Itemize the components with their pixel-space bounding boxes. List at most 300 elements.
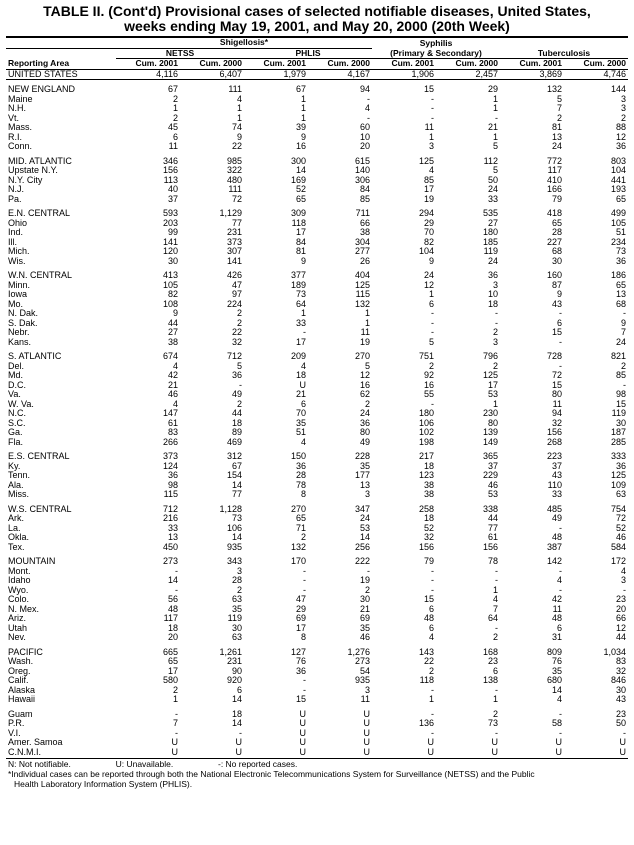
value-cell: 160 [546, 270, 562, 280]
value-cell: 9 [556, 289, 562, 299]
value-cell: - [495, 622, 498, 633]
reporting-area-cell: Upstate N.Y. [8, 165, 58, 175]
value-cell: 52 [295, 184, 306, 194]
phlis-header: PHLIS [244, 48, 372, 59]
value-cell: 1 [428, 131, 434, 142]
value-cell: 49 [359, 436, 370, 447]
value-cell: 1,979 [244, 69, 308, 80]
value-cell: U [299, 708, 306, 719]
value-cell: 56 [167, 594, 178, 604]
value-cell: - [431, 565, 434, 576]
value-cell: 4 [236, 93, 242, 104]
value-cell: 141 [226, 255, 242, 266]
value-cell: U [171, 737, 178, 747]
value-cell: 2,457 [436, 69, 500, 80]
value-cell: 35 [359, 622, 370, 633]
value-cell: 92 [423, 370, 434, 380]
value-cell: 230 [482, 408, 498, 418]
reporting-area-cell: N. Dak. [8, 308, 39, 318]
value-cell: 7 [172, 718, 178, 728]
value-cell: 935 [354, 675, 370, 685]
value-cell: 2 [428, 360, 434, 371]
table-row [6, 686, 628, 696]
value-cell: 270 [290, 503, 306, 514]
reporting-area-cell: Md. [8, 370, 24, 380]
table-row [6, 729, 628, 739]
footnote-asterisk: *Individual cases can be reported through both the National Electronic Telecommunications System for Surveillance (NETSS) and the Public [8, 769, 535, 779]
value-cell: 1 [364, 308, 370, 318]
value-cell: 72 [615, 513, 626, 523]
value-cell: 143 [418, 646, 434, 657]
value-cell: 83 [615, 656, 626, 666]
value-cell: 66 [615, 613, 626, 623]
value-cell: 149 [482, 436, 498, 447]
table-row [6, 257, 628, 267]
region-row [6, 157, 628, 167]
value-cell: 3 [492, 336, 498, 347]
value-cell: 111 [228, 84, 242, 94]
value-cell: 441 [610, 174, 626, 185]
value-cell: 11 [552, 603, 562, 614]
table-row [6, 614, 628, 624]
reporting-area-header: Reporting Area [6, 59, 116, 70]
table-row [6, 390, 628, 400]
value-cell: 9 [300, 255, 306, 266]
table-row [6, 514, 628, 524]
value-cell: 115 [355, 289, 370, 299]
footnote-asterisk-cont: Health Laboratory Information System (PHLIS). [14, 779, 193, 789]
value-cell: 4 [556, 694, 562, 704]
value-cell: 24 [359, 513, 370, 523]
value-cell: 712 [162, 503, 178, 514]
value-cell: 4 [492, 594, 498, 604]
value-cell: 127 [290, 646, 306, 657]
value-cell: 5 [556, 93, 562, 104]
footnotes [6, 758, 628, 789]
value-cell: 123 [418, 470, 434, 480]
value-cell: U [363, 746, 370, 757]
value-cell: 29 [423, 217, 434, 228]
value-cell: 37 [167, 193, 178, 204]
value-cell: 70 [423, 227, 434, 237]
region-row [6, 271, 628, 281]
table-row [6, 185, 628, 195]
value-cell: 85 [359, 193, 370, 204]
table-title [6, 4, 628, 34]
value-cell: 258 [418, 503, 434, 514]
value-cell: 125 [354, 279, 370, 290]
value-cell: 14 [359, 532, 370, 542]
value-cell: 40 [167, 184, 178, 194]
reporting-area-cell: Wash. [8, 656, 34, 666]
value-cell: 4 [428, 632, 434, 642]
value-cell: 55 [423, 389, 434, 399]
reporting-area-cell: Va. [8, 389, 21, 399]
value-cell: 94 [551, 408, 562, 418]
reporting-area-cell: Utah [8, 622, 28, 633]
value-cell: 54 [359, 665, 370, 676]
value-cell: 136 [418, 718, 434, 728]
reporting-area-cell: Mont. [8, 565, 31, 576]
column-header-row [6, 59, 628, 70]
value-cell: 665 [162, 646, 178, 657]
value-cell: 35 [359, 460, 370, 471]
value-cell: 373 [162, 451, 178, 461]
value-cell: 24 [551, 141, 562, 151]
region-row [6, 710, 628, 720]
value-cell: 285 [610, 436, 626, 447]
table-row [6, 428, 628, 438]
value-cell: 52 [615, 522, 626, 533]
value-cell: 3 [620, 575, 626, 585]
reporting-area-cell: Kans. [8, 336, 32, 347]
value-cell: 53 [359, 522, 370, 533]
value-cell: 69 [359, 613, 370, 623]
value-cell: 222 [354, 556, 370, 566]
value-cell: 79 [423, 556, 434, 566]
value-cell: 125 [610, 470, 626, 480]
value-cell: 72 [231, 193, 242, 204]
value-cell: 31 [551, 632, 562, 642]
value-cell: 63 [231, 594, 242, 604]
value-cell: 20 [359, 141, 370, 151]
value-cell: 4 [364, 103, 370, 113]
reporting-area-cell: Idaho [8, 575, 31, 585]
value-cell: - [559, 308, 562, 318]
value-cell: 28 [295, 470, 306, 480]
value-cell: 1 [236, 103, 242, 113]
value-cell: 119 [483, 246, 498, 256]
value-cell: 14 [231, 718, 242, 728]
value-cell: 227 [546, 236, 562, 247]
value-cell: 7 [556, 103, 562, 113]
value-cell: 169 [290, 174, 306, 185]
value-cell: 42 [551, 594, 562, 604]
table-row [6, 676, 628, 686]
value-cell: 418 [546, 208, 562, 218]
value-cell: 920 [226, 675, 242, 685]
value-cell: - [431, 327, 434, 337]
reporting-area-cell: Wis. [8, 255, 26, 266]
value-cell: - [559, 565, 562, 576]
reporting-area-cell: PACIFIC [8, 646, 43, 657]
value-cell: 11 [424, 122, 434, 132]
value-cell: 203 [162, 217, 178, 228]
legend-not-notifiable: N: Not notifiable. [8, 759, 71, 769]
value-cell: 1 [172, 694, 178, 704]
value-cell: 268 [546, 436, 562, 447]
reporting-area-cell: Colo. [8, 594, 30, 604]
value-cell: 2 [300, 532, 306, 542]
value-cell: - [431, 708, 434, 719]
reporting-area-cell: S.C. [8, 417, 26, 428]
reporting-area-cell: Nev. [8, 632, 26, 642]
value-cell: 83 [167, 427, 178, 437]
value-cell: 1 [428, 289, 434, 299]
table-row [6, 624, 628, 634]
value-cell: 36 [615, 255, 626, 266]
table-row [6, 219, 628, 229]
value-cell: 1 [300, 103, 306, 113]
value-cell: 14 [551, 684, 562, 695]
value-cell: 5 [236, 360, 242, 371]
value-cell: 43 [551, 298, 562, 309]
value-cell: 16 [423, 379, 434, 390]
value-cell: 49 [231, 389, 242, 399]
value-cell: 68 [551, 246, 562, 256]
value-cell: 413 [162, 270, 178, 280]
value-cell: 144 [610, 84, 626, 94]
value-cell: 24 [359, 408, 370, 418]
value-cell: 10 [487, 289, 498, 299]
reporting-area-cell: Okla. [8, 532, 30, 542]
table-row [6, 567, 628, 577]
value-cell: 365 [482, 451, 498, 461]
value-cell: 19 [423, 193, 434, 204]
value-cell: 846 [610, 675, 626, 685]
value-cell: U [427, 746, 434, 757]
value-cell: 17 [487, 379, 498, 390]
value-cell: - [303, 584, 306, 595]
value-cell: 3 [428, 141, 434, 151]
reporting-area-cell: Mass. [8, 122, 33, 132]
value-cell: 1,261 [219, 646, 242, 657]
table-row [6, 738, 628, 748]
value-cell: 9 [300, 131, 306, 142]
value-cell: - [559, 336, 562, 347]
value-cell: 4 [300, 436, 306, 447]
value-cell: 15 [423, 594, 434, 604]
value-cell: 111 [228, 184, 242, 194]
reporting-area-cell: Wyo. [8, 584, 29, 595]
value-cell: 63 [231, 632, 242, 642]
value-cell: 15 [295, 694, 306, 704]
value-cell: - [303, 675, 306, 685]
reporting-area-cell: Ala. [8, 479, 24, 490]
value-cell: 70 [295, 408, 306, 418]
table-row [6, 195, 628, 205]
syphilis-header [372, 37, 500, 59]
value-cell: - [367, 565, 370, 576]
value-cell: 106 [418, 417, 434, 428]
value-cell: 74 [231, 122, 242, 132]
value-cell: 754 [610, 503, 626, 514]
reporting-area-cell: Iowa [8, 289, 28, 299]
value-cell: 2 [364, 398, 370, 409]
value-cell: 18 [423, 513, 434, 523]
value-cell: 110 [547, 479, 562, 490]
value-cell: 61 [487, 532, 498, 542]
value-cell: 29 [487, 84, 498, 94]
value-cell: - [623, 727, 626, 738]
col-header: Cum. 2000 [436, 59, 500, 70]
value-cell: U [299, 727, 306, 738]
value-cell: 17 [295, 336, 306, 347]
value-cell: 17 [167, 665, 178, 676]
table-row [6, 490, 628, 500]
value-cell: 48 [423, 613, 434, 623]
value-cell: 18 [295, 370, 306, 380]
value-cell: 67 [167, 84, 178, 94]
reporting-area-cell: P.R. [8, 718, 25, 728]
value-cell: 4 [300, 360, 306, 371]
value-cell: 6 [556, 317, 562, 328]
syphilis-header-line2: (Primary & Secondary) [390, 47, 482, 58]
value-cell: 3,869 [500, 69, 564, 80]
value-cell: 12 [423, 279, 434, 290]
value-cell: - [495, 575, 498, 585]
value-cell: U [363, 727, 370, 738]
value-cell: 8 [300, 632, 306, 642]
value-cell: 803 [610, 155, 626, 166]
region-row [6, 557, 628, 567]
value-cell: 23 [615, 708, 626, 719]
reporting-area-cell: Del. [8, 360, 25, 371]
reporting-area-cell: Vt. [8, 112, 20, 123]
value-cell: 85 [423, 174, 434, 185]
reporting-area-cell: Mo. [8, 298, 24, 309]
table-row [6, 667, 628, 677]
reporting-area-cell: Mich. [8, 246, 30, 256]
value-cell: 2 [172, 112, 178, 123]
value-cell: 125 [418, 155, 434, 166]
value-cell: - [175, 708, 178, 719]
value-cell: 105 [610, 217, 626, 228]
value-cell: 1 [172, 103, 178, 113]
value-cell: 294 [418, 208, 434, 218]
value-cell: - [495, 565, 498, 576]
value-cell: 156 [482, 541, 498, 552]
reporting-area-cell: W.N. CENTRAL [8, 270, 73, 280]
value-cell: 140 [354, 165, 370, 175]
value-cell: 77 [487, 522, 498, 533]
value-cell: 108 [162, 298, 178, 309]
col-header: Cum. 2001 [244, 59, 308, 70]
col-header: Cum. 2000 [180, 59, 244, 70]
value-cell: 1,034 [603, 646, 626, 657]
value-cell: 119 [227, 613, 242, 623]
reporting-area-cell: Ky. [8, 460, 21, 471]
value-cell: 24 [423, 270, 434, 280]
table-row [6, 471, 628, 481]
value-cell: 52 [423, 522, 434, 533]
value-cell: 36 [295, 665, 306, 676]
value-cell: 64 [295, 298, 306, 309]
value-cell: 38 [359, 227, 370, 237]
value-cell: 172 [610, 556, 626, 566]
value-cell: 209 [290, 351, 306, 361]
value-cell: 73 [231, 513, 242, 523]
value-cell: U [555, 737, 562, 747]
value-cell: 21 [167, 379, 178, 390]
syphilis-header-line1: Syphilis [419, 38, 453, 48]
value-cell: 22 [423, 656, 434, 666]
value-cell: 82 [423, 236, 434, 247]
value-cell: 584 [610, 541, 626, 552]
table-row [6, 695, 628, 705]
value-cell: 69 [295, 613, 306, 623]
value-cell: 62 [359, 389, 370, 399]
title-line-1: TABLE II. (Cont'd) Provisional cases of selected notifiable diseases, United States, [43, 3, 591, 19]
value-cell: 1 [300, 308, 306, 318]
value-cell: 273 [162, 556, 178, 566]
value-cell: 711 [355, 208, 370, 218]
value-cell: 53 [487, 389, 498, 399]
value-cell: 13 [359, 479, 370, 490]
value-cell: - [495, 317, 498, 328]
value-cell: U [299, 737, 306, 747]
table-row [6, 533, 628, 543]
value-cell: 51 [295, 427, 306, 437]
value-cell: 234 [610, 236, 626, 247]
value-cell: 77 [231, 217, 242, 228]
value-cell: 6 [236, 684, 242, 695]
reporting-area-cell: Miss. [8, 489, 29, 499]
value-cell: 5 [364, 360, 370, 371]
value-cell: 13 [551, 131, 562, 142]
value-cell: 30 [615, 417, 626, 428]
value-cell: 50 [487, 174, 498, 185]
value-cell: 11 [360, 327, 370, 337]
value-cell: 5 [492, 141, 498, 151]
value-cell: 189 [290, 279, 306, 290]
value-cell: 76 [295, 656, 306, 666]
reporting-area-cell: Ark. [8, 513, 25, 523]
value-cell: 43 [551, 470, 562, 480]
value-cell: - [239, 379, 242, 390]
value-cell: 82 [167, 289, 178, 299]
table-row [6, 586, 628, 596]
value-cell: 9 [172, 308, 178, 318]
value-cell: 98 [615, 389, 626, 399]
value-cell: 2 [492, 632, 498, 642]
value-cell: 3 [236, 565, 242, 576]
value-cell: 76 [551, 656, 562, 666]
value-cell: 2 [364, 584, 370, 595]
value-cell: 71 [295, 522, 306, 533]
value-cell: 97 [231, 289, 242, 299]
value-cell: 78 [487, 556, 498, 566]
value-cell: 48 [167, 603, 178, 614]
value-cell: 30 [615, 684, 626, 695]
value-cell: 109 [610, 479, 626, 490]
table-row [6, 104, 628, 114]
value-cell: 77 [231, 489, 242, 499]
value-cell: - [431, 398, 434, 409]
value-cell: - [175, 584, 178, 595]
table-row [6, 300, 628, 310]
value-cell: 27 [167, 327, 178, 337]
value-cell: 28 [551, 227, 562, 237]
table-row [6, 462, 628, 472]
value-cell: 796 [482, 351, 498, 361]
value-cell: 17 [295, 622, 306, 633]
value-cell: 81 [551, 122, 562, 132]
value-cell: 373 [226, 236, 242, 247]
value-cell: U [491, 737, 498, 747]
netss-header: NETSS [116, 48, 244, 59]
value-cell: 47 [295, 594, 306, 604]
value-cell: 21 [359, 603, 370, 614]
value-cell: 2 [236, 584, 242, 595]
value-cell: 4 [620, 565, 626, 576]
value-cell: 17 [295, 227, 306, 237]
value-cell: 79 [551, 193, 562, 204]
reporting-area-cell: Ariz. [8, 613, 26, 623]
value-cell: 535 [482, 208, 498, 218]
table-row [6, 338, 628, 348]
value-cell: 19 [359, 336, 370, 347]
